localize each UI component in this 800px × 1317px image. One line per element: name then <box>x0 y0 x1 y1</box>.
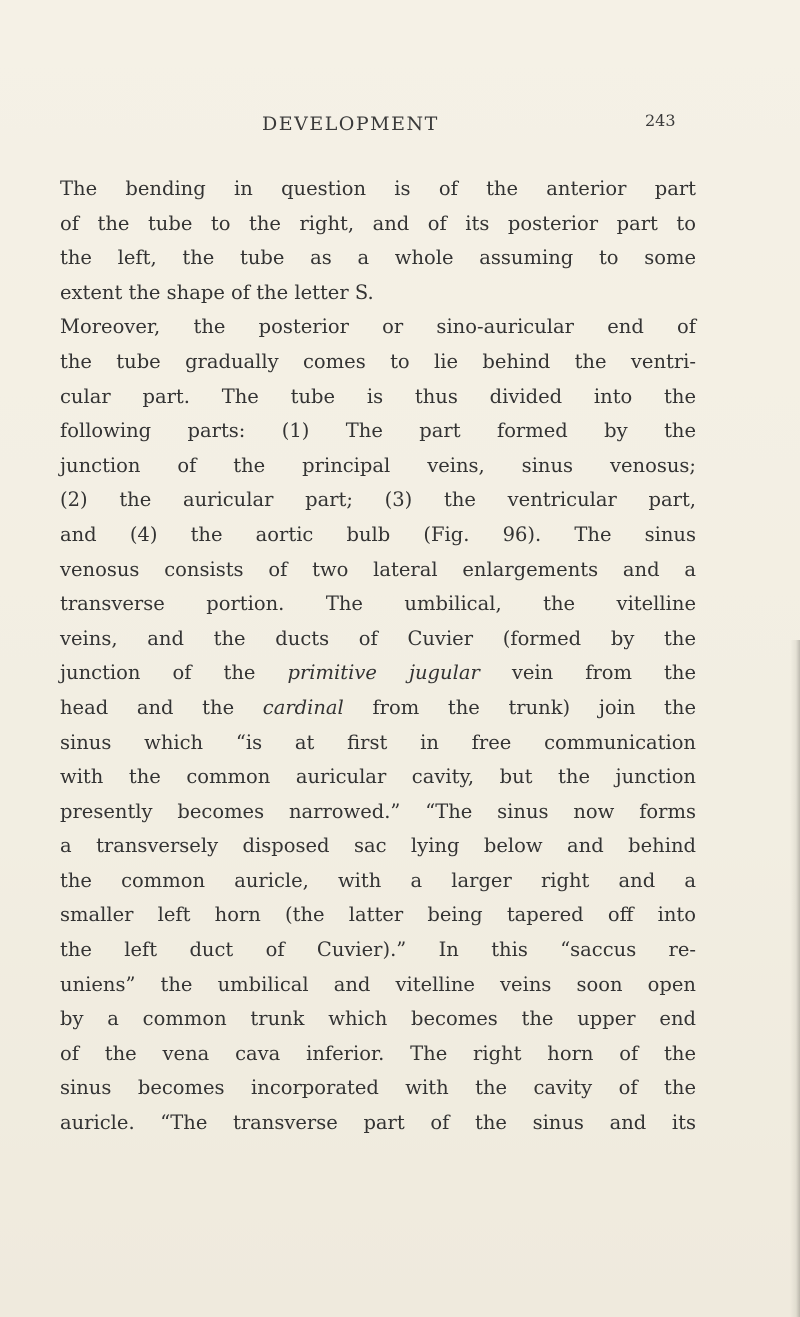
body-text <box>60 172 696 1141</box>
text-line: sinus becomes incorporated with the cavity of the <box>60 1076 696 1100</box>
text-line: uniens” the umbilical and vitelline veins soon open <box>60 972 696 996</box>
text-line: and (4) the aortic bulb (Fig. 96). The sinus <box>60 522 696 546</box>
page-number: 243 <box>645 111 676 130</box>
text-line: presently becomes narrowed.” “The sinus now forms <box>60 799 696 823</box>
text-line: venosus consists of two lateral enlargements and a <box>60 557 696 581</box>
text-segment: head and the <box>60 695 263 719</box>
text-line: with the common auricular cavity, but the junction <box>60 765 696 789</box>
text-line: Moreover, the posterior or sino-auricular end of <box>60 315 696 339</box>
text-line: of the vena cava inferior. The right horn of the <box>60 1041 696 1065</box>
page-header <box>0 113 800 143</box>
text-line: sinus which “is at first in free communication <box>60 730 696 754</box>
text-line-with-italic <box>60 691 696 726</box>
text-line: extent the shape of the letter S. <box>60 280 374 304</box>
text-line: by a common trunk which becomes the upper end <box>60 1007 696 1031</box>
italic-term: cardinal <box>262 695 344 719</box>
text-segment: vein from the <box>479 661 696 685</box>
text-segment: junction of the <box>60 661 288 685</box>
text-line: cular part. The tube is thus divided into the <box>60 384 696 408</box>
running-title: DEVELOPMENT <box>262 113 439 135</box>
text-line: veins, and the ducts of Cuvier (formed by the <box>60 626 696 650</box>
text-line: the left, the tube as a whole assuming to some <box>60 246 696 270</box>
text-line: auricle. “The transverse part of the sinus and its <box>60 1111 696 1135</box>
text-line: transverse portion. The umbilical, the vitelline <box>60 592 696 616</box>
text-line: the common auricle, with a larger right and a <box>60 868 696 892</box>
text-line: smaller left horn (the latter being tapered off into <box>60 903 696 927</box>
page-edge-shadow <box>790 640 800 1317</box>
text-line: The bending in question is of the anterior part <box>60 177 696 200</box>
text-line: following parts: (1) The part formed by the <box>60 419 696 443</box>
text-line: a transversely disposed sac lying below and behind <box>60 834 696 858</box>
text-line: (2) the auricular part; (3) the ventricular part, <box>60 488 696 512</box>
text-line: the tube gradually comes to lie behind the ventri- <box>60 349 696 373</box>
text-line-with-italic <box>60 656 696 691</box>
text-line: junction of the principal veins, sinus venosus; <box>60 453 696 477</box>
italic-term: primitive jugular <box>287 661 480 685</box>
text-segment: from the trunk) join the <box>343 695 696 719</box>
text-line: the left duct of Cuvier).” In this “saccus re- <box>60 938 696 962</box>
text-line: of the tube to the right, and of its posterior part to <box>60 211 696 235</box>
